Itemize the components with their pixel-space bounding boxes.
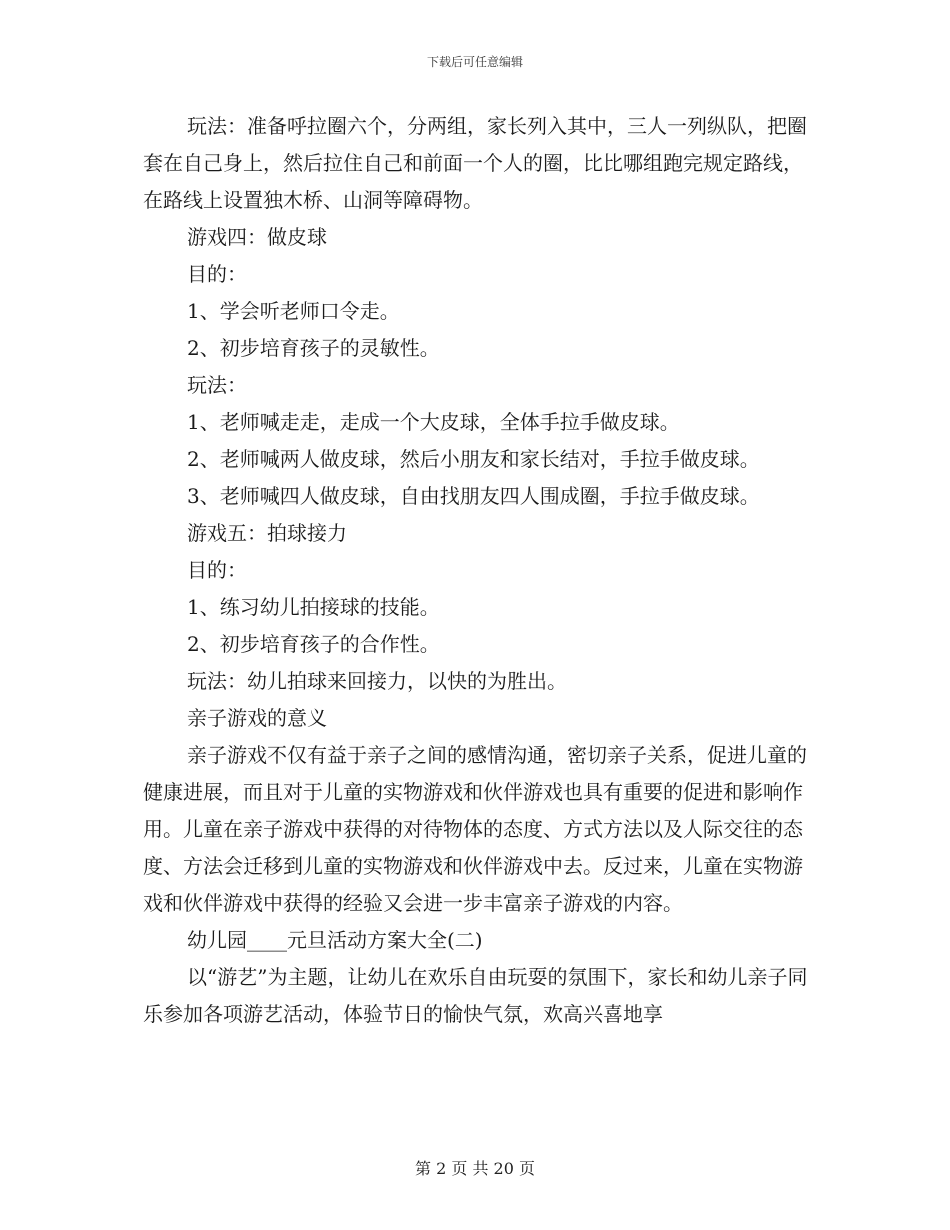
list-item: 3、老师喊四人做皮球，自由找朋友四人围成圈，手拉手做皮球。: [187, 484, 760, 508]
paragraph: 亲子游戏不仅有益于亲子之间的感情沟通，密切亲子关系，促进儿童的健康进展，而且对于儿童的实物游戏和伙伴游戏也具有重要的促进和影响作用。儿童在亲子游戏中获得的对待物体的态度、方式方法以及人际交往的态度、方法会迁移到儿童的实物游戏和伙伴游戏中去。反过来，儿童在实物游戏和伙伴游戏中获得的经验又会进一步丰富亲子游戏的内容。: [143, 743, 807, 915]
list-item: 2、初步培育孩子的灵敏性。: [187, 336, 440, 360]
section-heading: 游戏五：拍球接力: [187, 521, 347, 545]
section-heading: 亲子游戏的意义: [187, 706, 327, 730]
list-item: 1、老师喊走走，走成一个大皮球，全体手拉手做皮球。: [187, 410, 680, 434]
list-item: 2、初步培育孩子的合作性。: [187, 632, 440, 656]
paragraph: 玩法：幼儿拍球来回接力，以快的为胜出。: [187, 669, 567, 693]
label-line: 目的：: [187, 558, 247, 582]
label-line: 目的：: [187, 262, 247, 286]
label-line: 玩法：: [187, 373, 247, 397]
paragraph: 玩法：准备呼拉圈六个，分两组，家长列入其中，三人一列纵队，把圈套在自己身上，然后拉住自己和前面一个人的圈，比比哪组跑完规定路线，在路线上设置独木桥、山洞等障碍物。: [143, 114, 807, 212]
list-item: 1、学会听老师口令走。: [187, 299, 400, 323]
page-header: 下载后可任意编辑: [426, 55, 523, 69]
paragraph: 以“游艺”为主题，让幼儿在欢乐自由玩耍的氛围下，家长和幼儿亲子同乐参加各项游艺活动，体验节日的愉快气氛，欢高兴喜地享: [143, 965, 808, 1026]
document-body: [143, 108, 811, 1033]
section-heading: 幼儿园____元旦活动方案大全(二): [187, 928, 483, 952]
page-footer: 第 2 页 共 20 页: [415, 1159, 535, 1178]
section-heading: 游戏四：做皮球: [187, 225, 327, 249]
list-item: 1、练习幼儿拍接球的技能。: [187, 595, 440, 619]
list-item: 2、老师喊两人做皮球，然后小朋友和家长结对，手拉手做皮球。: [187, 447, 760, 471]
